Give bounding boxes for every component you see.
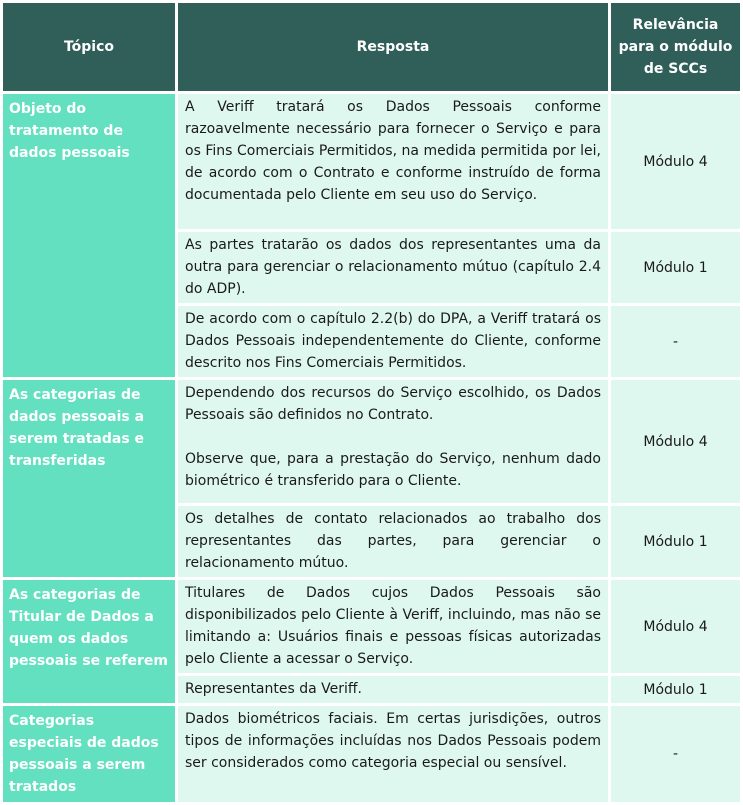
header-relevance: Relevância para o módulo de SCCs [611,3,740,91]
topic-cell: As categorias de Titular de Dados a quem os dados pessoais se referem [3,580,175,703]
response-cell [178,380,608,503]
module-cell: Módulo 1 [611,232,740,303]
module-cell: Módulo 1 [611,676,740,703]
topic-cell: As categorias de dados pessoais a serem tratadas e transferidas [3,380,175,577]
module-cell: - [611,706,740,802]
module-cell: - [611,306,740,377]
topic-cell: Objeto do tratamento de dados pessoais [3,94,175,377]
module-cell: Módulo 4 [611,380,740,503]
response-cell: De acordo com o capítulo 2.2(b) do DPA, a Veriff tratará os Dados Pessoais independentemente do Cliente, conforme descrito nos Fins Comerciais Permitidos. [178,306,608,377]
response-cell: Representantes da Veriff. [178,676,608,703]
module-cell: Módulo 1 [611,506,740,577]
header-topic: Tópico [3,3,175,91]
response-cell: Titulares de Dados cujos Dados Pessoais são disponibilizados pelo Cliente à Veriff, incluindo, mas não se limitando a: Usuários finais e pessoas físicas autorizadas pelo Cliente a acessar o Serviço. [178,580,608,673]
module-cell: Módulo 4 [611,94,740,229]
response-cell: Os detalhes de contato relacionados ao trabalho dos representantes das partes, para gerenciar o relacionamento mútuo. [178,506,608,577]
response-paragraph: Dependendo dos recursos do Serviço escolhido, os Dados Pessoais são definidos no Contrato. [185,385,601,423]
response-cell: A Veriff tratará os Dados Pessoais conforme razoavelmente necessário para fornecer o Serviço e para os Fins Comerciais Permitidos, na medida permitida por lei, de acordo com o Contrato e conforme instruído de forma documentada pelo Cliente em seu uso do Serviço. [178,94,608,229]
response-cell: As partes tratarão os dados dos representantes uma da outra para gerenciar o relacionamento mútuo (capítulo 2.4 do ADP). [178,232,608,303]
module-cell: Módulo 4 [611,580,740,673]
header-response: Resposta [178,3,608,91]
response-paragraph: Observe que, para a prestação do Serviço, nenhum dado biométrico é transferido para o Cliente. [185,451,601,489]
topic-cell: Categorias especiais de dados pessoais a serem tratados [3,706,175,802]
response-cell: Dados biométricos faciais. Em certas jurisdições, outros tipos de informações incluídas nos Dados Pessoais podem ser considerados como categoria especial ou sensível. [178,706,608,802]
